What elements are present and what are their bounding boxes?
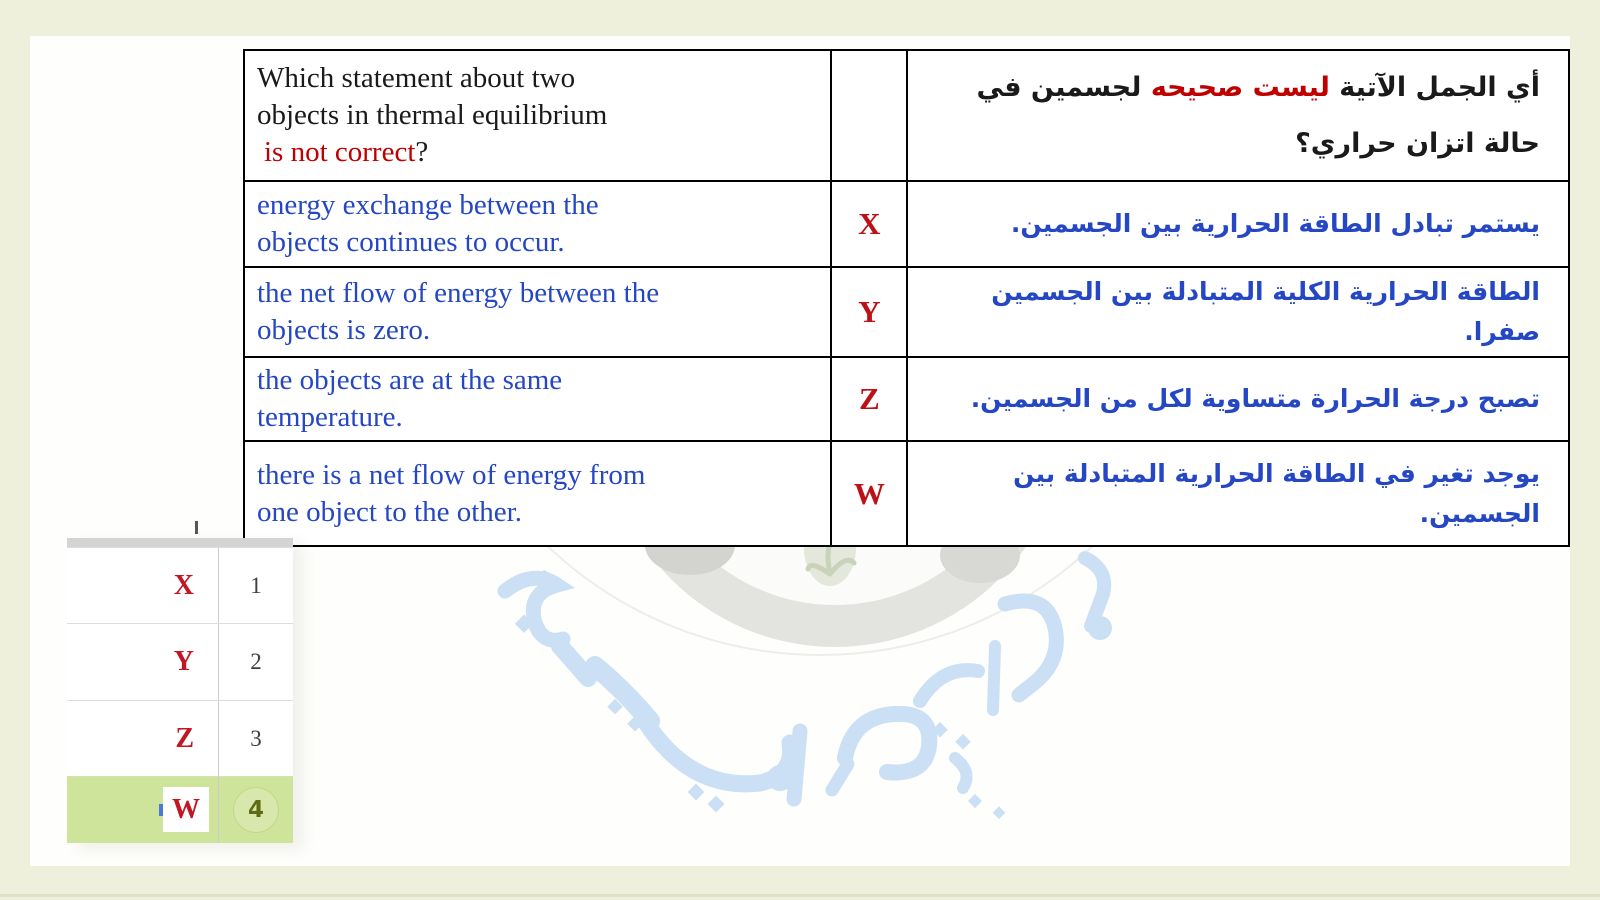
option-text-ar: يستمر تبادل الطاقة الحرارية بين الجسمين. xyxy=(907,181,1569,267)
option-letter: W xyxy=(831,441,907,546)
option-row-w xyxy=(244,441,1569,546)
option-row-x xyxy=(244,181,1569,267)
answer-key-row-selected[interactable] xyxy=(67,776,293,843)
option-letter: X xyxy=(831,181,907,267)
question-ar-negation: ليست صحيحه xyxy=(1150,71,1330,103)
answer-key-letter xyxy=(67,777,219,843)
answer-key-value: 2 xyxy=(250,649,262,674)
answer-key-value: 3 xyxy=(250,725,262,751)
option-row-y xyxy=(244,267,1569,357)
answer-key-letter: X xyxy=(67,548,219,623)
answer-key-letter: Y xyxy=(67,624,219,700)
option-text-ar: يوجد تغير في الطاقة الحرارية المتبادلة بين الجسمين. xyxy=(907,441,1569,546)
option-text-ar: تصبح درجة الحرارة متساوية لكل من الجسمين. xyxy=(907,357,1569,441)
answer-key-row[interactable] xyxy=(67,623,293,700)
content-panel xyxy=(30,36,1570,866)
answer-key-value xyxy=(219,787,293,833)
option-letter: Z xyxy=(831,357,907,441)
option-text-en: the objects are at the same temperature. xyxy=(244,357,831,441)
answer-key-letter: Z xyxy=(67,701,219,776)
cursor-artifact xyxy=(195,521,198,534)
question-header-en xyxy=(244,50,831,181)
page-bottom-divider xyxy=(0,894,1600,897)
answer-key-header-strip xyxy=(67,538,293,547)
question-en-line1: Which statement about two xyxy=(257,62,576,94)
option-text-en: the net flow of energy between the objects is zero. xyxy=(244,267,831,357)
school-logo-watermark xyxy=(410,496,1210,866)
question-header-letter-spacer xyxy=(831,50,907,181)
option-text-en: energy exchange between the objects continues to occur. xyxy=(244,181,831,267)
question-header-ar: أي الجمل الآتية ليست صحيحه لجسمين في حالة اتزان حراري؟ xyxy=(907,50,1569,181)
selection-box: W xyxy=(163,787,209,832)
question-en-line2: objects in thermal equilibrium xyxy=(257,99,608,131)
answer-key-value: 1 xyxy=(250,572,262,598)
option-row-z xyxy=(244,357,1569,441)
selected-value-badge[interactable]: 4 xyxy=(233,787,279,833)
answer-key-table xyxy=(67,538,293,843)
answer-key-row[interactable] xyxy=(67,700,293,776)
question-mark: ? xyxy=(415,136,429,168)
question-table xyxy=(243,49,1570,547)
option-letter: Y xyxy=(831,267,907,357)
option-text-ar: الطاقة الحرارية الكلية المتبادلة بين الجسمين صفرا. xyxy=(907,267,1569,357)
answer-key-row[interactable] xyxy=(67,547,293,623)
question-en-negation: is not correct xyxy=(264,136,416,168)
option-text-en: there is a net flow of energy from one object to the other. xyxy=(244,441,831,546)
question-header-row xyxy=(244,50,1569,181)
